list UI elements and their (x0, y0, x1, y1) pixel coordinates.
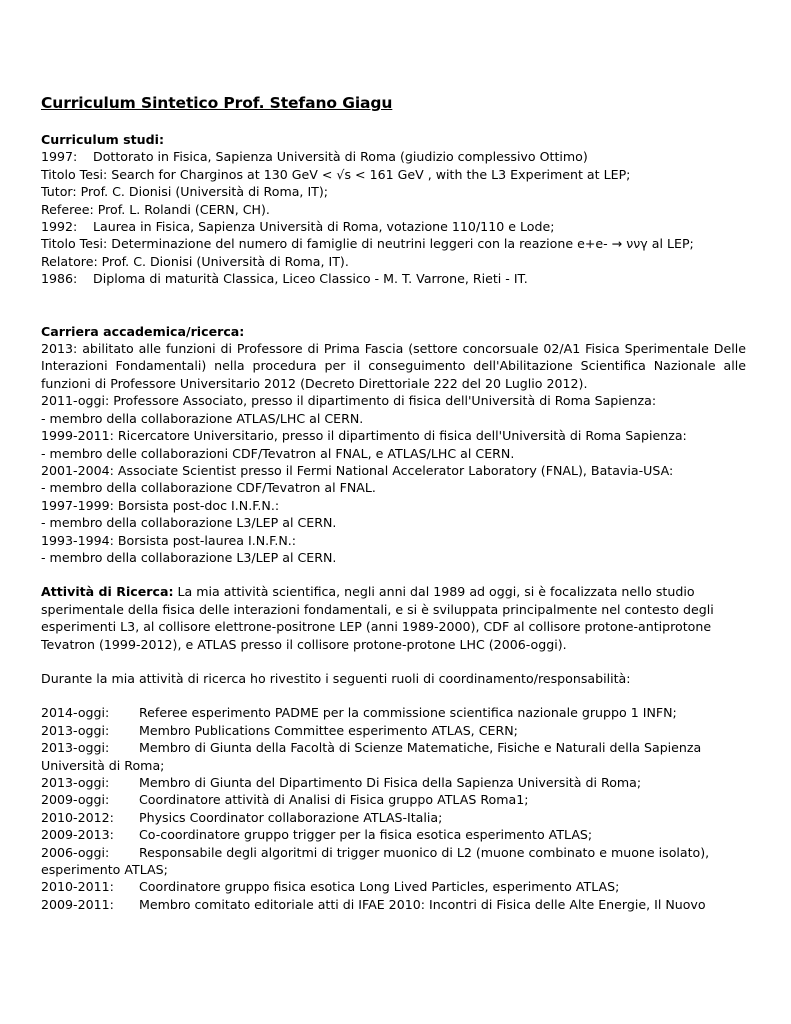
section-carriera (41, 323, 746, 567)
carriera-intro: 2013: abilitato alle funzioni di Professore di Prima Fascia (settore concorsuale 02/A1 Fisica Sperimentale Delle Interazioni Fondamentali) nella procedura per il conseguimento dell'Abilitazione Scientifica Nazionale alle funzioni di Professore Universitario 2012 (Decreto Direttoriale 222 del 20 Luglio 2012). (41, 341, 746, 391)
carriera-line: - membro della collaborazione L3/LEP al CERN. (41, 515, 337, 531)
studi-line (41, 253, 746, 270)
section-heading-ricerca: Attività di Ricerca: (41, 584, 174, 600)
studi-text: Referee: Prof. L. Rolandi (CERN, CH). (41, 201, 270, 217)
role-item (41, 722, 746, 739)
role-text: Membro Publications Committee esperimento ATLAS, CERN; (139, 722, 518, 738)
studi-text: Diploma di maturità Classica, Liceo Classico - M. T. Varrone, Rieti - IT. (93, 271, 528, 287)
role-text: Membro di Giunta della Facoltà di Scienze Matematiche, Fisiche e Naturali della Sapienza (139, 740, 702, 756)
page-title: Curriculum Sintetico Prof. Stefano Giagu (41, 94, 393, 112)
role-date: 2013-oggi: (41, 722, 110, 738)
role-text: Coordinatore gruppo fisica esotica Long Lived Particles, esperimento ATLAS; (139, 879, 620, 895)
role-text: Responsabile degli algoritmi di trigger muonico di L2 (muone combinato e muone isolato), (139, 844, 710, 860)
studi-year: 1992: (41, 219, 78, 235)
ricerca-text: La mia attività scientifica, negli anni dal 1989 ad oggi, si è focalizzata nello studio sperimentale della fisica delle interazioni fondamentali, e si è sviluppata principalmente nel contesto degli esperimenti L3, al collisore elettrone-positrone LEP (anni 1989-2000), CDF al collisore protone-antiprotone Tevatron (1999-2012), e ATLAS presso il collisore protone-protone LHC (2006-oggi). (41, 584, 714, 652)
ricerca-paragraph (41, 583, 746, 653)
roles-list (41, 704, 746, 913)
studi-line (41, 218, 746, 235)
carriera-line: 2011-oggi: Professore Associato, presso il dipartimento di fisica dell'Università di Roma Sapienza: (41, 393, 657, 409)
studi-list (41, 148, 746, 287)
role-text-continued: esperimento ATLAS; (41, 862, 168, 878)
role-item (41, 809, 746, 826)
section-curriculum-studi (41, 131, 746, 288)
role-text: Coordinatore attività di Analisi di Fisica gruppo ATLAS Roma1; (139, 792, 529, 808)
role-text: Referee esperimento PADME per la commissione scientifica nazionale gruppo 1 INFN; (139, 705, 677, 721)
carriera-line: 1999-2011: Ricercatore Universitario, presso il dipartimento di fisica dell'Università di Roma Sapienza: (41, 428, 687, 444)
role-item (41, 791, 746, 808)
section-heading-studi: Curriculum studi: (41, 132, 165, 147)
role-text: Co-coordinatore gruppo trigger per la fisica esotica esperimento ATLAS; (139, 827, 593, 843)
studi-line (41, 166, 746, 183)
role-item (41, 878, 746, 895)
studi-text: Tutor: Prof. C. Dionisi (Università di Roma, IT); (41, 184, 329, 200)
studi-line (41, 183, 746, 200)
carriera-line: - membro delle collaborazioni CDF/Tevatron al FNAL, e ATLAS/LHC al CERN. (41, 445, 515, 461)
role-date: 2014-oggi: (41, 705, 110, 721)
role-date: 2009-2013: (41, 827, 114, 843)
studi-text: Titolo Tesi: Determinazione del numero di famiglie di neutrini leggeri con la reazione e+e- → ννγ al LEP; (41, 236, 694, 252)
role-item (41, 896, 746, 913)
role-date: 2010-2012: (41, 809, 114, 825)
role-date: 2010-2011: (41, 879, 114, 895)
studi-text: Relatore: Prof. C. Dionisi (Università di Roma, IT). (41, 253, 349, 269)
carriera-line: 1993-1994: Borsista post-laurea I.N.F.N.: (41, 532, 297, 548)
studi-line (41, 148, 746, 165)
document-content (41, 93, 746, 913)
carriera-line: - membro della collaborazione L3/LEP al CERN. (41, 549, 337, 565)
role-item (41, 739, 746, 774)
role-item (41, 704, 746, 721)
role-item (41, 844, 746, 879)
studi-year: 1997: (41, 149, 78, 165)
section-heading-carriera: Carriera accademica/ricerca: (41, 323, 245, 339)
role-text: Membro comitato editoriale atti di IFAE 2010: Incontri di Fisica delle Alte Energie, Il Nuovo (139, 896, 706, 912)
role-text: Physics Coordinator collaborazione ATLAS-Italia; (139, 809, 443, 825)
carriera-line: - membro della collaborazione ATLAS/LHC al CERN. (41, 410, 364, 426)
role-date: 2009-2011: (41, 896, 114, 912)
studi-text: Laurea in Fisica, Sapienza Università di Roma, votazione 110/110 e Lode; (93, 219, 555, 235)
studi-text: Dottorato in Fisica, Sapienza Università di Roma (giudizio complessivo Ottimo) (93, 149, 588, 165)
role-item (41, 826, 746, 843)
role-text: Membro di Giunta del Dipartimento Di Fisica della Sapienza Università di Roma; (139, 775, 642, 790)
studi-line (41, 270, 746, 287)
studi-year: 1986: (41, 271, 78, 287)
role-date: 2013-oggi: (41, 775, 110, 790)
carriera-line: - membro della collaborazione CDF/Tevatron al FNAL. (41, 480, 376, 496)
studi-line (41, 235, 746, 252)
role-date: 2013-oggi: (41, 740, 110, 756)
section-ricerca (41, 583, 746, 913)
carriera-line: 2001-2004: Associate Scientist presso il Fermi National Accelerator Laboratory (FNAL), Batavia-USA: (41, 462, 674, 478)
role-date: 2009-oggi: (41, 792, 110, 808)
studi-text: Titolo Tesi: Search for Charginos at 130 GeV < √s < 161 GeV , with the L3 Experiment at LEP; (41, 166, 631, 182)
roles-intro: Durante la mia attività di ricerca ho rivestito i seguenti ruoli di coordinamento/responsabilità: (41, 670, 631, 686)
role-item (41, 774, 746, 791)
carriera-line: 1997-1999: Borsista post-doc I.N.F.N.: (41, 497, 280, 513)
role-text-continued: Università di Roma; (41, 757, 165, 773)
studi-line (41, 201, 746, 218)
role-date: 2006-oggi: (41, 844, 110, 860)
